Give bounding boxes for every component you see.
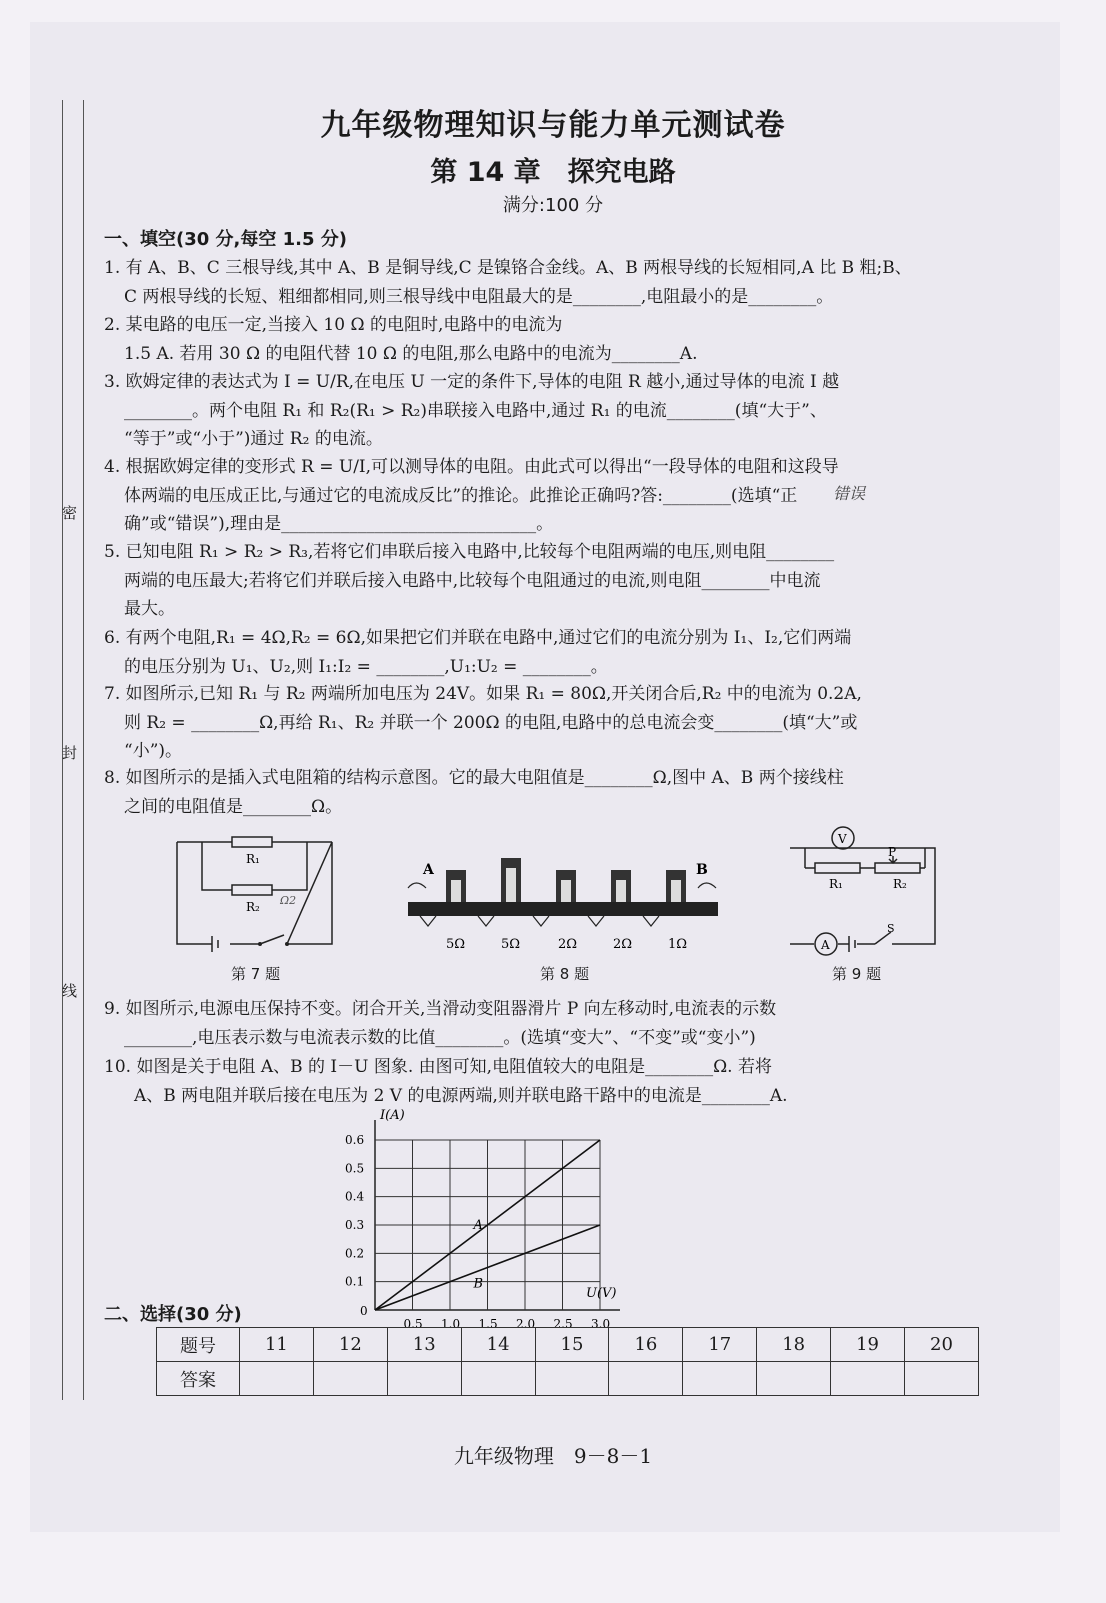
question-number-cell: 16 — [609, 1328, 683, 1362]
y-tick-label: 0.5 — [345, 1161, 365, 1176]
question-line: C 两根导线的长短、粗细都相同,则三根导线中电阻最大的是________,电阻最小的是________。 — [124, 286, 834, 307]
figure-8-caption: 第 8 题 — [540, 965, 590, 983]
question-9 — [104, 995, 1009, 1052]
fig8-resistor-label: 5Ω — [501, 937, 521, 952]
answer-cell[interactable] — [461, 1362, 535, 1396]
figure-8-resistance-box — [398, 850, 728, 955]
question-line: 6. 有两个电阻,R₁ = 4Ω,R₂ = 6Ω,如果把它们并联在电路中,通过它们的电流分别为 I₁、I₂,它们两端 — [104, 628, 852, 648]
figure-9-caption: 第 9 题 — [832, 965, 882, 983]
question-line: A、B 两电阻并联后接在电压为 2 V 的电源两端,则并联电路干路中的电流是________A. — [134, 1085, 788, 1106]
table-row — [157, 1362, 979, 1396]
iu-graph — [330, 1105, 630, 1333]
question-line: ________,电压表示数与电流表示数的比值________。(选填“变大”、“不变”或“变小”) — [124, 1027, 756, 1048]
handwritten-answer: 错误 — [833, 484, 866, 503]
x-tick-label: 2.0 — [516, 1317, 536, 1331]
x-tick-label: 1.5 — [478, 1317, 498, 1331]
y-tick-label: 0.2 — [345, 1246, 365, 1261]
question-number-cell: 12 — [313, 1328, 387, 1362]
fig8-resistor-label: 2Ω — [613, 937, 633, 952]
answer-cell[interactable] — [831, 1362, 905, 1396]
question-5 — [104, 538, 1009, 624]
question-10 — [104, 1053, 1009, 1110]
question-8 — [104, 764, 1009, 821]
origin-label: 0 — [360, 1304, 368, 1318]
question-number-cell: 20 — [905, 1328, 979, 1362]
y-tick-label: 0.6 — [345, 1133, 365, 1147]
y-tick-label: 0.3 — [345, 1218, 365, 1232]
x-tick-label: 2.5 — [553, 1317, 573, 1331]
fig7-r1-label: R₁ — [246, 852, 260, 866]
fig8-terminal-b: B — [696, 862, 708, 878]
question-line: 10. 如图是关于电阻 A、B 的 I－U 图象. 由图可知,电阻值较大的电阻是________Ω. 若将 — [104, 1057, 772, 1077]
question-line: 两端的电压最大;若将它们并联后接入电路中,比较每个电阻通过的电流,则电阻________中电流 — [124, 570, 821, 591]
question-line: 之间的电阻值是________Ω。 — [124, 796, 343, 817]
x-axis-label: U(V) — [586, 1286, 617, 1301]
answer-cell[interactable] — [609, 1362, 683, 1396]
question-line: 则 R₂ = ________Ω,再给 R₁、R₂ 并联一个 200Ω 的电阻,电路中的总电流会变________(填“大”或 — [124, 712, 858, 733]
series-label: A — [473, 1218, 483, 1233]
y-tick-label: 0.4 — [345, 1189, 365, 1204]
table-row — [157, 1328, 979, 1362]
question-line: 9. 如图所示,电源电压保持不变。闭合开关,当滑动变阻器滑片 P 向左移动时,电流表的示数 — [104, 999, 777, 1019]
question-line: 5. 已知电阻 R₁ > R₂ > R₃,若将它们串联后接入电路中,比较每个电阻两端的电压,则电阻________ — [104, 542, 835, 562]
answer-cell[interactable] — [535, 1362, 609, 1396]
fig8-resistor-label: 1Ω — [668, 937, 688, 952]
figure-7-caption: 第 7 题 — [231, 965, 281, 983]
x-tick-label: 0.5 — [403, 1317, 423, 1331]
section-choice-heading: 二、选择(30 分) — [104, 1304, 242, 1325]
question-number-cell: 14 — [461, 1328, 535, 1362]
question-line: 体两端的电压成正比,与通过它的电流成反比”的推论。此推论正确吗?答:________(选填“正 — [124, 485, 798, 506]
fig9-r2-label: R₂ — [893, 877, 907, 891]
answer-cell[interactable] — [313, 1362, 387, 1396]
answer-table — [156, 1327, 979, 1396]
margin-label-feng: 封 — [62, 744, 78, 762]
question-line: 最大。 — [124, 599, 175, 619]
x-tick-label: 1.0 — [441, 1317, 461, 1331]
series-label: B — [473, 1276, 484, 1292]
fig9-r1-label: R₁ — [829, 877, 843, 891]
question-3 — [104, 368, 1009, 454]
question-line: “小”)。 — [124, 741, 183, 761]
question-line: 确”或“错误”),理由是______________________________。 — [124, 514, 554, 534]
y-axis-label: I(A) — [380, 1108, 405, 1123]
fig7-handwritten-note: Ω2 — [280, 894, 297, 907]
question-line: 7. 如图所示,已知 R₁ 与 R₂ 两端所加电压为 24V。如果 R₁ = 80Ω,开关闭合后,R₂ 中的电流为 0.2A, — [104, 684, 862, 704]
answer-cell[interactable] — [240, 1362, 314, 1396]
question-line: 1. 有 A、B、C 三根导线,其中 A、B 是铜导线,C 是镍铬合金线。A、B 两根导线的长短相同,A 比 B 粗;B、 — [104, 258, 912, 278]
answer-cell[interactable] — [683, 1362, 757, 1396]
question-number-cell: 11 — [240, 1328, 314, 1362]
margin-label-xian: 线 — [62, 982, 78, 1000]
section-fill-heading: 一、填空(30 分,每空 1.5 分) — [104, 229, 348, 250]
fig8-terminal-a: A — [423, 862, 434, 878]
margin-line-right — [83, 100, 84, 1400]
question-number-cell: 17 — [683, 1328, 757, 1362]
y-tick-label: 0.1 — [345, 1274, 365, 1289]
question-line: “等于”或“小于”)通过 R₂ 的电流。 — [124, 429, 383, 449]
question-line: 3. 欧姆定律的表达式为 I = U/R,在电压 U 一定的条件下,导体的电阻 R 越小,通过导体的电流 I 越 — [104, 372, 840, 392]
question-4 — [104, 453, 1009, 539]
question-number-cell: 19 — [831, 1328, 905, 1362]
question-number-cell: 13 — [387, 1328, 461, 1362]
chapter-title: 第 14 章 探究电路 — [430, 157, 676, 188]
question-7 — [104, 680, 1009, 766]
question-number-cell: 15 — [535, 1328, 609, 1362]
fig9-switch-label: S — [887, 922, 895, 935]
answer-cell[interactable] — [387, 1362, 461, 1396]
question-line: 1.5 A. 若用 30 Ω 的电阻代替 10 Ω 的电阻,那么电路中的电流为________A. — [124, 343, 698, 364]
full-score: 满分:100 分 — [502, 195, 604, 216]
question-line: ________。两个电阻 R₁ 和 R₂(R₁ > R₂)串联接入电路中,通过 R₁ 的电流________(填“大于”、 — [124, 400, 827, 421]
question-2 — [104, 311, 1009, 368]
fig8-resistor-label: 2Ω — [558, 937, 578, 952]
question-line: 的电压分别为 U₁、U₂,则 I₁:I₂ = ________,U₁:U₂ = ________。 — [124, 656, 608, 677]
fig9-voltmeter-label: V — [838, 832, 847, 846]
fig9-slider-label: P — [888, 845, 897, 859]
figure-7-circuit — [172, 832, 342, 957]
margin-label-mi: 密 — [62, 504, 78, 522]
table-row-label: 题号 — [157, 1328, 240, 1362]
fig9-ammeter-label: A — [821, 938, 830, 952]
answer-cell[interactable] — [905, 1362, 979, 1396]
exam-title: 九年级物理知识与能力单元测试卷 — [320, 108, 786, 143]
figure-9-circuit — [785, 820, 945, 960]
question-line: 8. 如图所示的是插入式电阻箱的结构示意图。它的最大电阻值是________Ω,图中 A、B 两个接线柱 — [104, 768, 844, 788]
fig7-r2-label: R₂ — [246, 900, 260, 914]
fig8-resistor-label: 5Ω — [446, 937, 466, 952]
page-footer: 九年级物理 9－8－1 — [453, 1444, 653, 1468]
question-line: 4. 根据欧姆定律的变形式 R = U/I,可以测导体的电阻。由此式可以得出“一段导体的电阻和这段导 — [104, 457, 839, 477]
question-6 — [104, 624, 1009, 681]
answer-cell[interactable] — [757, 1362, 831, 1396]
x-tick-label: 3.0 — [591, 1317, 611, 1331]
question-number-cell: 18 — [757, 1328, 831, 1362]
question-1 — [104, 254, 1009, 311]
table-row-label: 答案 — [157, 1362, 240, 1396]
question-line: 2. 某电路的电压一定,当接入 10 Ω 的电阻时,电路中的电流为 — [104, 315, 563, 335]
